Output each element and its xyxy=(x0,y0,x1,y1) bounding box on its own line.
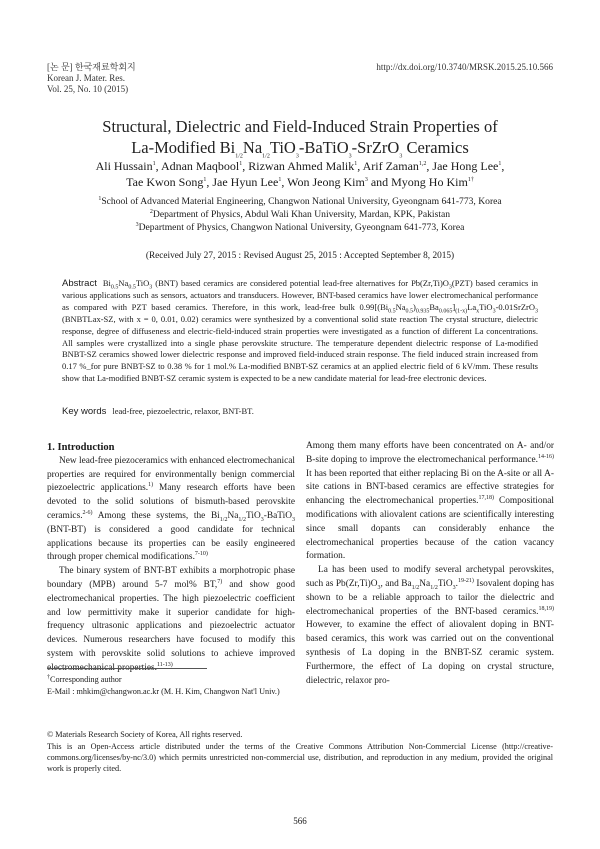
intro-paragraph-3: La has been used to modify several archetypal perovskites, such as $Pb(Zr,Ti)O_3$, and $Ba_{1/2}Na_{1/2}TiO_3.^{19-21)}$ Isovalent doping has shown to be a reliable approach to tailor the dielectric and electromechanical properties of the BNT-based ceramics.$^{18,19)}$ However, to examine the effect of aliovalent doping in BNT-based ceramics, this work was carried out on the conventional synthesis of La doping in the BNBT-SZ ceramic system. Furthermore, the effect of La doping on crystal structure, dielectric, relaxor pro- xyxy=(306,565,555,686)
affiliations xyxy=(40,195,560,234)
title-line-2: La-Modified $Bi_{1/2}Na_{1/2}TiO_3-BaTiO_3-SrZrO_3$ Ceramics xyxy=(131,138,469,160)
received-dates: (Received July 27, 2015 : Revised August 25, 2015 : Accepted September 8, 2015) xyxy=(145,251,455,261)
journal-volume: Vol. 25, No. 10 (2015) xyxy=(47,84,129,94)
body-column-left xyxy=(47,441,295,676)
author-list xyxy=(40,158,560,190)
journal-name-korean: [논 문] 한국재료학회지 xyxy=(47,62,136,72)
intro-paragraph-2: The binary system of BNT-BT exhibits a morphotropic phase boundary (MPB) around 5-7 mol% BT,$^{7)}$ and show good electromechanical properties. The high piezoelectric coefficient and low permittivity make it superior candidate for high-frequency ultrasonic applications and piezoelectric actuator devices. Numerous researchers have focused to modify this system with perovskite solid solutions to achieve improved electromechanical properties.$^{11-13)}$ xyxy=(47,566,295,673)
copyright-notice: © Materials Research Society of Korea, All rights reserved. xyxy=(47,730,243,739)
journal-header xyxy=(47,62,136,95)
corresponding-author-note: †Corresponding author xyxy=(47,674,122,684)
section-heading-introduction: 1. Introduction xyxy=(47,442,115,453)
keywords-text: lead-free, piezoelectric, relaxor, BNT-BT. xyxy=(112,406,254,416)
keywords-label: Key words xyxy=(62,406,107,417)
abstract-label: Abstract xyxy=(62,278,97,289)
page-number: 566 xyxy=(293,816,307,826)
intro-paragraph-1: New lead-free piezoceramics with enhanced electromechanical properties are required for environmentally benign commercial piezoelectric applications.$^{1)}$ Many research efforts have been devoted to the solid solutions of bismuth-based perovskite ceramics.$^{2-6)}$ Among these systems, the $Bi_{1/2}Na_{1/2}TiO_3-BaTiO_3$ (BNT-BT) is considered a good candidate for technical applications because its properties can be easily engineered through proper chemical modifications.$^{7-10)}$ xyxy=(47,455,296,563)
doi-link[interactable]: http://dx.doi.org/10.3740/MRSK.2015.25.10.566 xyxy=(376,62,553,72)
author-line-1: Ali Hussain$^1$, Adnan Maqbool$^1$, Rizwan Ahmed Malik$^1$, Arif Zaman$^{1,2}$, Jae Hong Lee$^1$, xyxy=(95,159,505,173)
affiliation-2: $^2$Department of Physics, Abdul Wali Khan University, Mardan, KPK, Pakistan xyxy=(149,208,451,220)
paper-title xyxy=(40,116,560,158)
abstract: Abstract $Bi_{0.5}Na_{0.5}TiO_3$ (BNT) based ceramics are considered potential lead-free alternatives for $Pb(Zr,Ti)O_3(PZT)$ based ceramics in various applications such as sensors, actuators and transducers. However, BNT-based ceramics have lower electromechanical performance as compared with PZT based ceramics. Therefore, in this work, lead-free bulk $0.99[(Bi_{0.5}Na_{0.5})_{0.935}Ba_{0.065}]_{(1-x)}La_xTiO_3-0.01SrZrO_3$ (BNBTLax-SZ, with x = 0, 0.01, 0.02) ceramics were synthesized by a conventional solid state reaction The crystal structure, dielectric response, degree of diffuseness and electric-field-induced strain properties were investigated as a function of different La concentrations. All samples were crystallized into a single phase perovskite structure. The temperature dependent dielectric response of La-modified BNBT-SZ ceramics showed lower dielectric response and improved field-induced strain response. The field induced strain increased from 0.17 %_for pure BNBT-SZ to 0.38 % for 1 mol.% La-modified BNBT-SZ ceramics at an applied electric field of 6 kV/mm. These results show that La-modified BNBT-SZ ceramic system is expected to be a new candidate material for lead-free electronic devices. xyxy=(62,278,538,384)
footnote-divider xyxy=(47,668,207,669)
journal-name-english: Korean J. Mater. Res. xyxy=(47,73,125,83)
title-line-1: Structural, Dielectric and Field-Induced Strain Properties of xyxy=(102,117,498,136)
author-line-2: Tae Kwon Song$^1$, Jae Hyun Lee$^1$, Won Jeong Kim$^3$ and Myong Ho Kim$^{1\dagger}$ xyxy=(126,175,474,189)
affiliation-1: $^1$School of Advanced Material Engineering, Changwon National University, Gyeongnam 641-773, Korea xyxy=(98,195,502,207)
intro-paragraph-2-continued: Among them many efforts have been concentrated on A- and/or B-site doping to improve the electromechanical performance.$^{14-16)}$ It has been reported that either replacing Bi on the A-site or all A-site cations in BNT-based ceramics are effective strategies for enhancing the electromechanical properties.$^{17,18)}$ Compositional modifications with aliovalent cations are scientifically interesting since small dopants can considerably enhance the electromechanical properties because of the cation vacancy formation. xyxy=(306,441,554,562)
corresponding-email: E-Mail : mhkim@changwon.ac.kr (M. H. Kim, Changwon Nat'l Univ.) xyxy=(47,687,280,696)
body-column-right xyxy=(306,440,554,688)
affiliation-3: $^3$Department of Physics, Changwon National University, Gyeongnam 641-773, Korea xyxy=(135,221,465,233)
keywords xyxy=(62,405,538,418)
license-notice: This is an Open-Access article distributed under the terms of the Creative Commons Attribution Non-Commercial License (http://creative-commons.org/licenses/by-nc/3.0) which permits unrestricted non-commercial use, distribution, and reproduction in any medium, provided the original work is properly cited. xyxy=(47,742,553,773)
